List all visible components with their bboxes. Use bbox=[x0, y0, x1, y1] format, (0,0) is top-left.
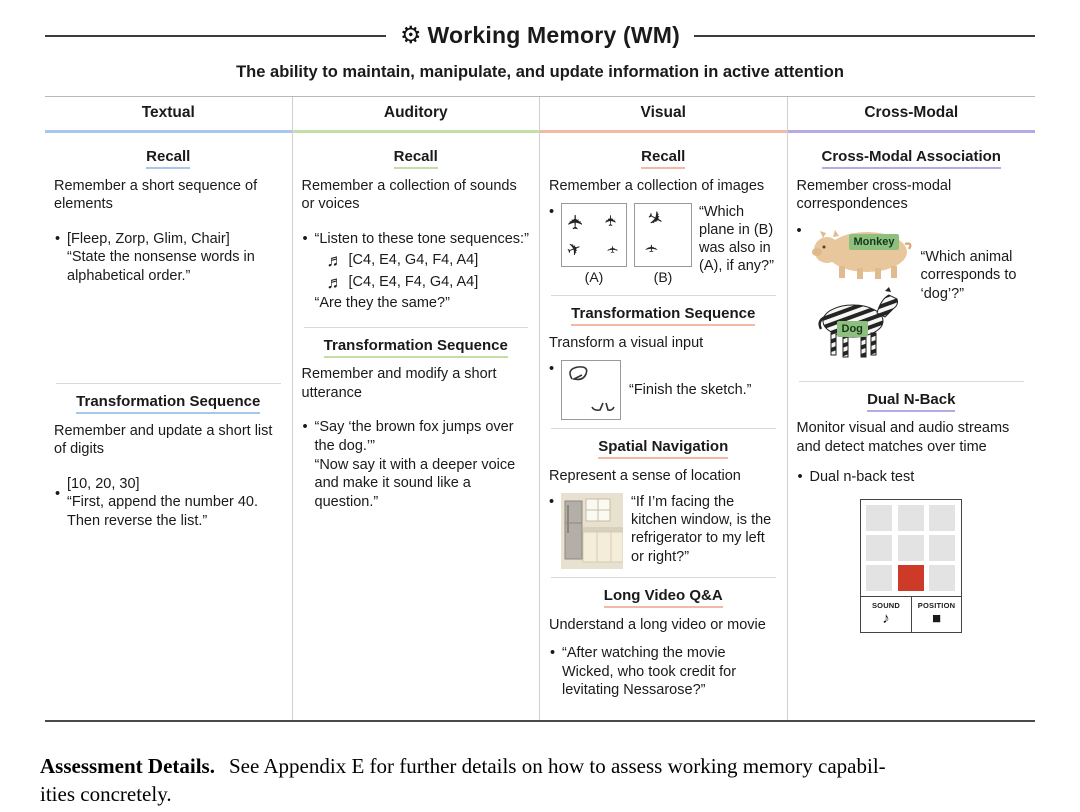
pane-a-label: (A) bbox=[584, 269, 604, 286]
dual-n-back-diagram bbox=[860, 499, 962, 633]
tone-sequence-row bbox=[327, 251, 531, 270]
bullet-dot: • bbox=[549, 361, 555, 378]
section-desc: Remember and modify a short utterance bbox=[301, 366, 497, 401]
animal-label-dog: Dog bbox=[837, 321, 868, 337]
grid-cell bbox=[898, 535, 924, 561]
example-caption: “Finish the sketch.” bbox=[629, 382, 752, 399]
bullet-dot: • bbox=[796, 222, 802, 239]
kitchen-example bbox=[549, 493, 778, 569]
section-divider bbox=[799, 381, 1025, 382]
example-bullet bbox=[54, 475, 283, 531]
position-label: POSITION bbox=[917, 600, 956, 610]
title-rule-left bbox=[45, 35, 386, 37]
section-title-transformation-sequence: Transformation Sequence bbox=[54, 392, 283, 412]
assessment-details-text: ities concretely. bbox=[40, 782, 172, 807]
music-note-icon: ♬ bbox=[326, 250, 344, 270]
example-bullet bbox=[302, 418, 531, 511]
section-desc: Remember cross-modal correspondences bbox=[796, 177, 952, 213]
example-line: “Now say it with a deeper voice and make it sound like a question.” bbox=[314, 456, 516, 510]
bullet-dot: • bbox=[549, 494, 555, 511]
column-header-visual: Visual bbox=[540, 97, 787, 133]
sketch-image bbox=[561, 360, 621, 420]
sound-slot bbox=[861, 597, 911, 632]
section-title-recall: Recall bbox=[549, 147, 778, 167]
sketch-example bbox=[549, 360, 778, 420]
position-square-icon: ■ bbox=[931, 609, 942, 627]
sound-label: SOUND bbox=[871, 600, 901, 610]
column-header-cross-modal: Cross-Modal bbox=[788, 97, 1036, 133]
section-title-spatial-navigation: Spatial Navigation bbox=[549, 437, 778, 457]
section-title-recall: Recall bbox=[54, 147, 283, 167]
grid-cell bbox=[929, 505, 955, 531]
example-line: “Listen to these tone sequences:” bbox=[314, 230, 529, 247]
column-visual bbox=[540, 97, 788, 720]
section-divider bbox=[551, 577, 776, 578]
assessment-details-text: See Appendix E for further details on how to assess working memory capabil- bbox=[228, 753, 886, 778]
example-line: “State the nonsense words in alphabetical order.” bbox=[67, 249, 255, 284]
tone-sequence: [C4, E4, G4, F4, A4] bbox=[348, 252, 479, 269]
section-title-cross-modal-association: Cross-Modal Association bbox=[797, 147, 1027, 167]
section-divider bbox=[56, 383, 281, 384]
example-line: “After watching the movie Wicked, who took credit for levitating Nessarose?” bbox=[562, 645, 737, 699]
section-desc: Represent a sense of location bbox=[549, 467, 741, 484]
assessment-details-paragraph bbox=[40, 752, 1040, 809]
example-line: “Are they the same?” bbox=[314, 295, 450, 312]
section-desc: Remember and update a short list of digits bbox=[54, 422, 273, 458]
tone-sequence-row bbox=[327, 273, 531, 292]
section-desc: Transform a visual input bbox=[549, 334, 704, 351]
example-bullet bbox=[797, 468, 1027, 487]
assessment-details-lead: Assessment Details. bbox=[40, 753, 215, 778]
modality-table bbox=[45, 96, 1035, 722]
kitchen-photo bbox=[561, 493, 623, 569]
plane-recall-example bbox=[549, 203, 778, 287]
section-divider bbox=[551, 428, 776, 429]
column-header-auditory: Auditory bbox=[293, 97, 540, 133]
plane-set-b-image: ✈ ✈ bbox=[634, 203, 692, 267]
section-divider bbox=[304, 327, 529, 328]
example-bullet bbox=[549, 644, 778, 700]
section-desc: Remember a collection of images bbox=[549, 177, 765, 194]
figure-title: Working Memory (WM) bbox=[427, 22, 681, 48]
tone-sequence: [C4, E4, F4, G4, A4] bbox=[348, 273, 479, 290]
figure-title-bar bbox=[45, 22, 1035, 49]
grid-cell bbox=[866, 535, 892, 561]
example-caption: “Which plane in (B) was also in (A), if any?” bbox=[699, 204, 774, 275]
example-line: “Say ‘the brown fox jumps over the dog.’” bbox=[314, 419, 514, 455]
example-bullet bbox=[302, 230, 531, 313]
grid-cell-active bbox=[898, 565, 924, 591]
position-slot bbox=[911, 597, 962, 632]
section-desc: Remember a collection of sounds or voices bbox=[301, 177, 517, 213]
n-back-grid bbox=[861, 500, 961, 596]
section-title-recall: Recall bbox=[302, 147, 531, 167]
animal-label-monkey: Monkey bbox=[849, 234, 900, 250]
section-title-dual-n-back: Dual N-Back bbox=[797, 390, 1027, 410]
example-line: “First, append the number 40. Then reverse the list.” bbox=[67, 494, 259, 530]
grid-cell bbox=[929, 565, 955, 591]
section-title-long-video-qa: Long Video Q&A bbox=[549, 586, 778, 606]
grid-cell bbox=[866, 505, 892, 531]
column-cross-modal bbox=[788, 97, 1036, 720]
music-note-icon: ♬ bbox=[326, 272, 344, 292]
example-line: [Fleep, Zorp, Glim, Chair] bbox=[67, 230, 230, 247]
section-title-transformation-sequence: Transformation Sequence bbox=[302, 336, 531, 356]
title-rule-right bbox=[694, 35, 1035, 37]
figure-subtitle: The ability to maintain, manipulate, and update information in active attention bbox=[236, 63, 844, 81]
column-auditory bbox=[293, 97, 541, 720]
plane-set-a-image: ✈ ✈ ✈ ✈ bbox=[561, 203, 627, 267]
zebra-image bbox=[811, 287, 921, 365]
column-textual bbox=[45, 97, 293, 720]
bullet-dot: • bbox=[549, 204, 555, 221]
section-divider bbox=[551, 295, 776, 296]
section-desc: Understand a long video or movie bbox=[549, 616, 766, 633]
section-desc: Monitor visual and audio streams and detect matches over time bbox=[796, 420, 1010, 455]
grid-cell bbox=[866, 565, 892, 591]
section-title-transformation-sequence: Transformation Sequence bbox=[549, 304, 778, 324]
example-caption: “Which animal corresponds to ‘dog’?” bbox=[920, 248, 1017, 303]
music-note-icon: ♪ bbox=[882, 609, 890, 627]
grid-cell bbox=[929, 535, 955, 561]
animal-association-example bbox=[797, 222, 1027, 365]
grid-cell bbox=[898, 505, 924, 531]
example-caption: “If I’m facing the kitchen window, is the refrigerator to my left or right?” bbox=[631, 494, 772, 565]
example-line: [10, 20, 30] bbox=[67, 475, 140, 492]
example-line: Dual n-back test bbox=[809, 469, 915, 486]
gear-icon: ⚙ bbox=[399, 21, 422, 49]
example-bullet bbox=[54, 230, 283, 286]
section-desc: Remember a short sequence of elements bbox=[54, 177, 258, 213]
pig-image bbox=[809, 222, 921, 286]
column-header-textual: Textual bbox=[45, 97, 292, 133]
pane-b-label: (B) bbox=[653, 269, 673, 286]
